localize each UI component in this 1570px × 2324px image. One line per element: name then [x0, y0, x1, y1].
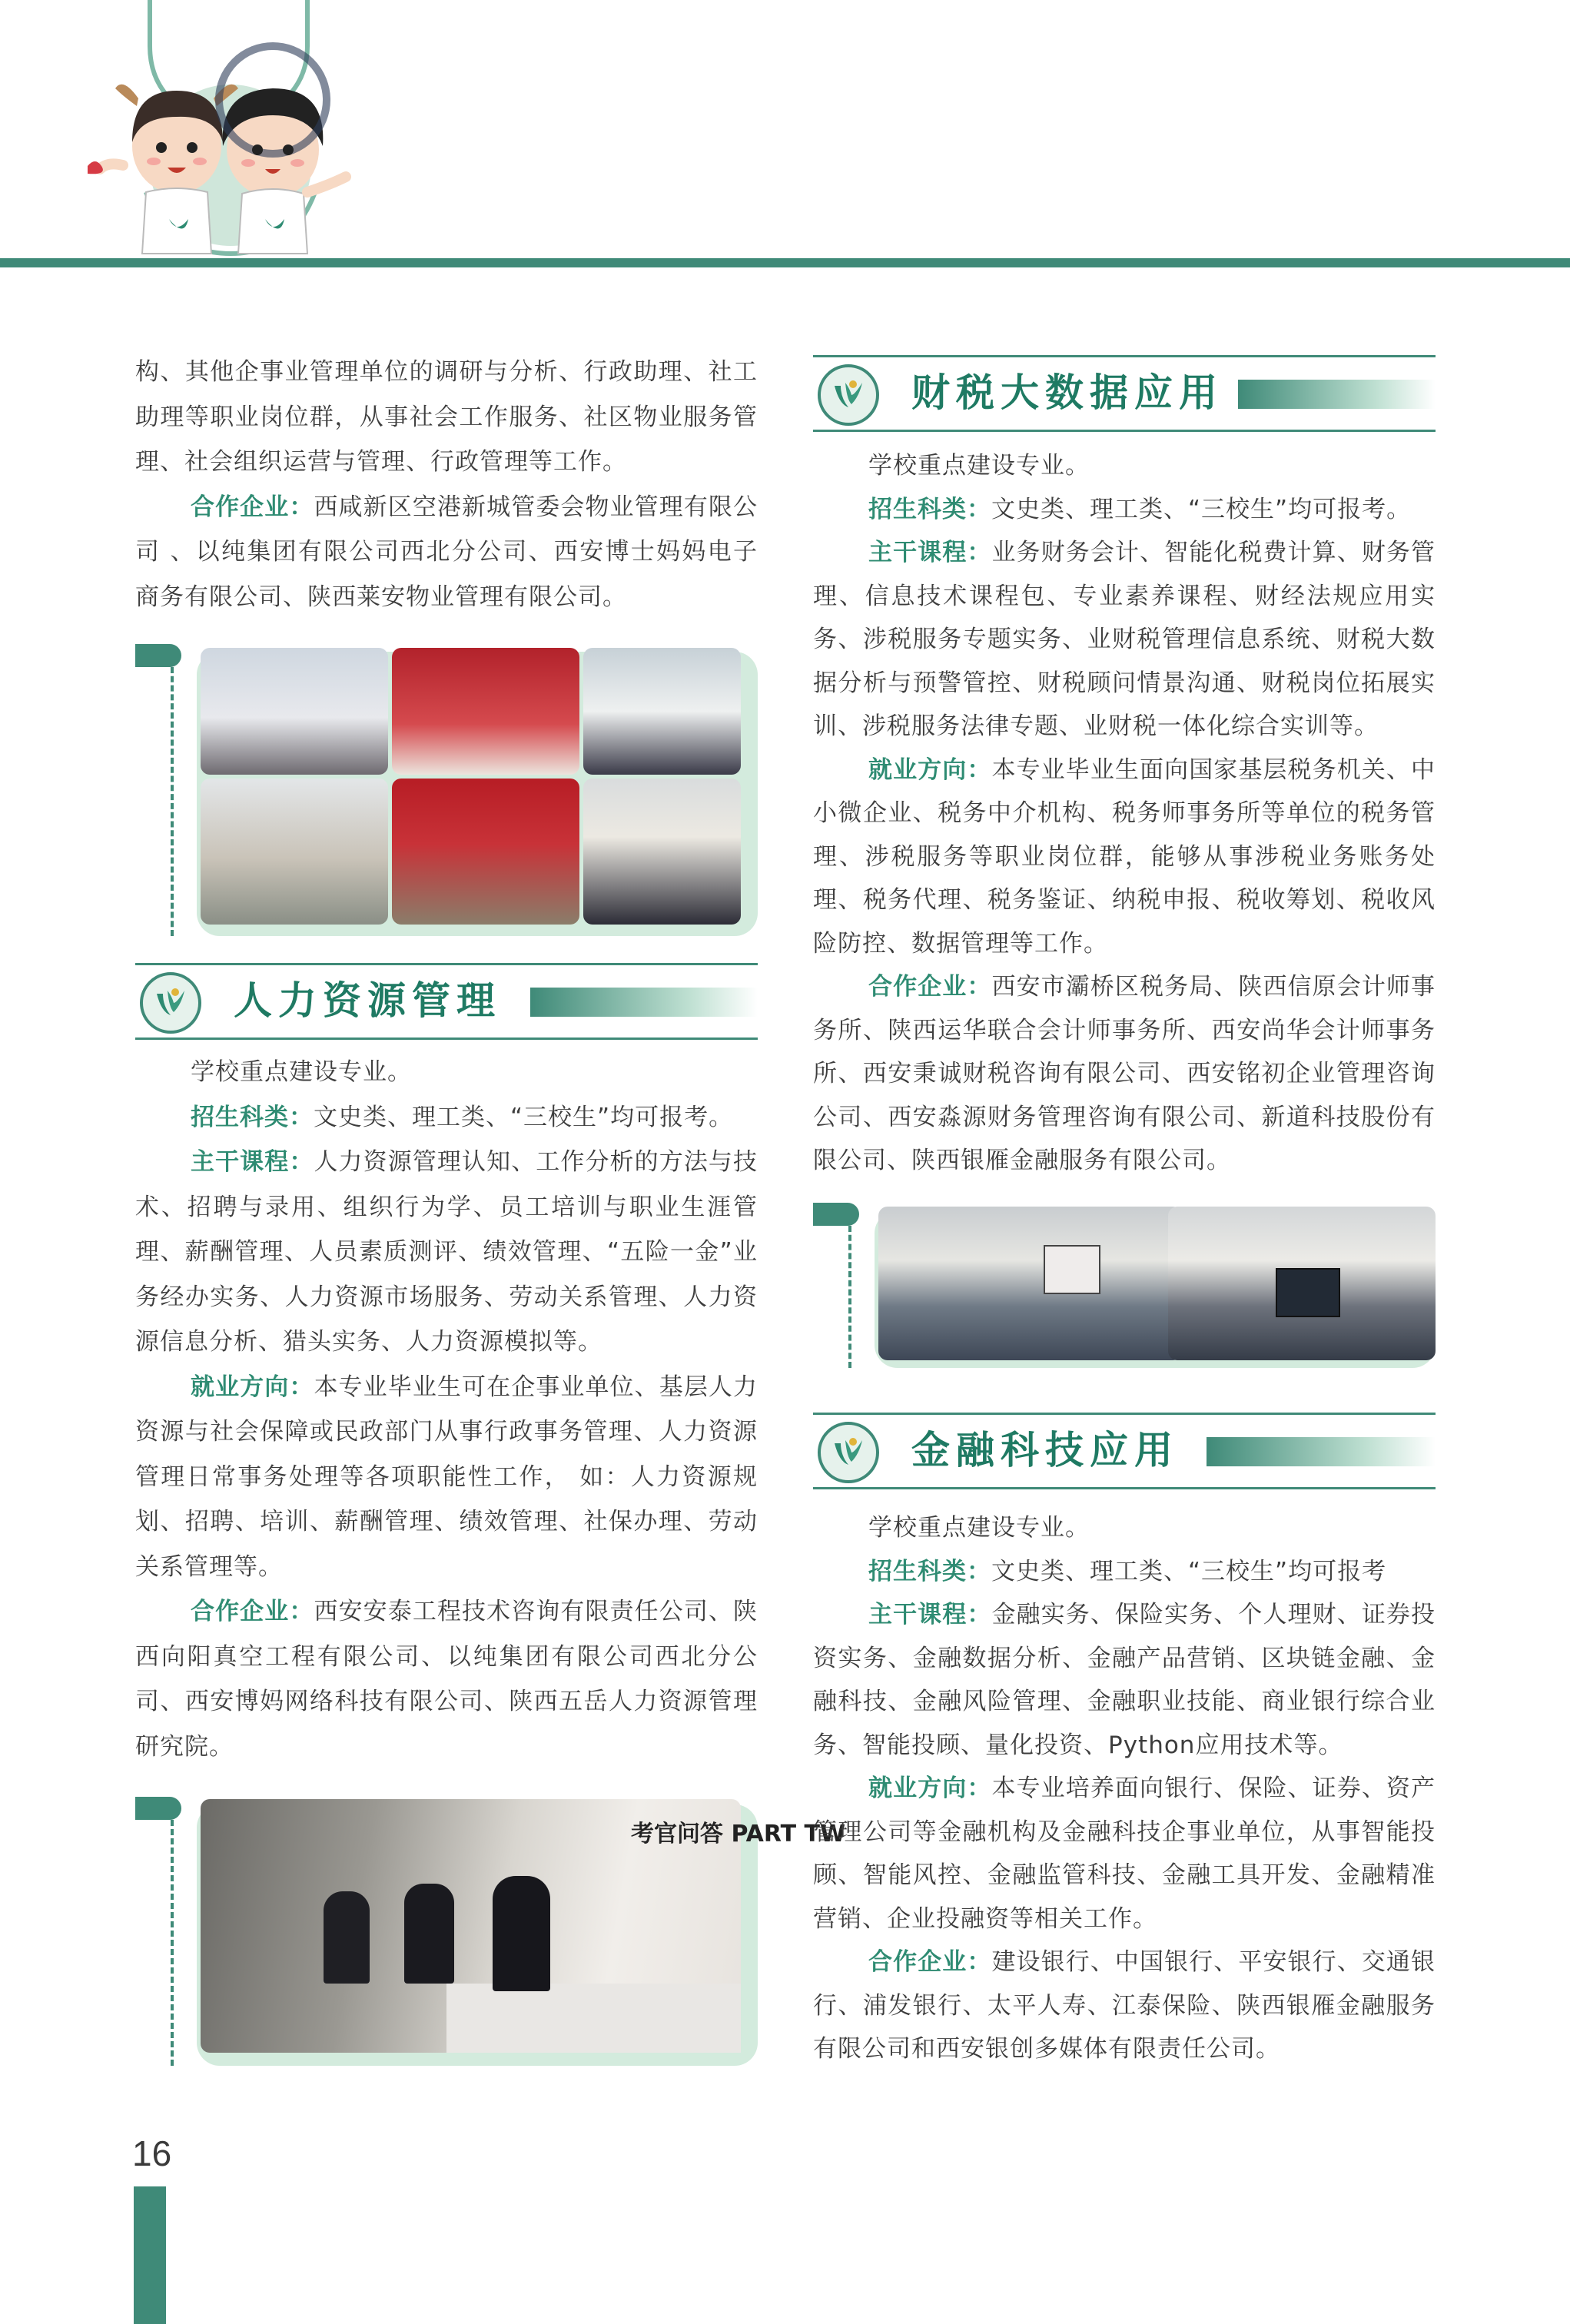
photo-collage-left: [135, 644, 758, 936]
tax-key: 学校重点建设专业。: [868, 452, 1090, 480]
fintech-courses: [813, 1593, 1436, 1767]
career-text: 本专业毕业生面向国家基层税务机关、中小微企业、税务中介机构、税务师事务所等单位的税务管理、涉税服务等职业岗位群，能够从事涉税业务账务处理、税务代理、税务鉴证、纳税申报、税收筹划、税收风险防控、数据管理等工作。: [813, 755, 1436, 958]
partners-text: 西安安泰工程技术咨询有限责任公司、陕西向阳真空工程有限公司、以纯集团有限公司西北分公司、西安博妈网络科技有限公司、陕西五岳人力资源管理研究院。: [135, 1598, 758, 1761]
tax-partners: [813, 965, 1436, 1183]
mascot-illustration: [77, 0, 377, 261]
photo-signing-ceremony: [392, 779, 579, 925]
school-logo-icon: [140, 972, 201, 1034]
photo-computer-lab-2: [1168, 1207, 1436, 1360]
hr-key: 学校重点建设专业。: [191, 1058, 412, 1086]
enroll-text: 文史类、理工类、“三校生”均可报考。: [991, 495, 1412, 523]
partners-text: 西咸新区空港新城管委会物业管理有限公司 、以纯集团有限公司西北分公司、西安博士妈妈电子商务有限公司、陕西莱安物业管理有限公司。: [135, 493, 758, 611]
tax-courses: [813, 531, 1436, 749]
hr-career: [135, 1365, 758, 1590]
career-text: 本专业培养面向银行、保险、证券、资产管理公司等金融机构及金融科技企事业单位，从事智能投顾、智能风控、金融监管科技、金融工具开发、金融精准营销、企业投融资等相关工作。: [813, 1775, 1436, 1933]
partners-text: 西安市灞桥区税务局、陕西信原会计师事务所、陕西运华联合会计师事务所、西安尚华会计师事务所、西安秉诚财税咨询有限公司、西安铭初企业管理咨询公司、西安淼源财务管理咨询有限公司、新道科技股份有限公司、陕西银雁金融服务有限公司。: [813, 973, 1436, 1174]
enroll-label: 招生科类：: [868, 1557, 991, 1585]
partners-text: 建设银行、中国银行、平安银行、交通银行、浦发银行、太平人寿、江泰保险、陕西银雁金融服务有限公司和西安银创多媒体有限责任公司。: [813, 1948, 1436, 2063]
photo-signing-banner: [392, 648, 579, 775]
section-title: 财税大数据应用: [911, 370, 1223, 415]
hr-partners: [135, 1589, 758, 1769]
fintech-content: [813, 1506, 1436, 2071]
enroll-label: 招生科类：: [868, 495, 991, 523]
section-title: 人力资源管理: [234, 978, 501, 1023]
hr-courses: [135, 1140, 758, 1365]
page-number-bar: [134, 2186, 166, 2324]
fintech-key: 学校重点建设专业。: [868, 1514, 1090, 1542]
partners-label: 合作企业：: [868, 973, 992, 1001]
header-rule: [0, 258, 1570, 267]
photo-block-tax: [813, 1203, 1436, 1368]
page-number: 16: [132, 2133, 172, 2173]
courses-text: 人力资源管理认知、工作分析的方法与技术、招聘与录用、组织行为学、员工培训与职业生涯管理、薪酬管理、人员素质测评、绩效管理、“五险一金”业务经办实务、人力资源市场服务、劳动关系管理、人力资源信息分析、猎头实务、人力资源模拟等。: [135, 1148, 758, 1356]
section-header-tax: [813, 355, 1436, 432]
enroll-text: 文史类、理工类、“三校生”均可报考。: [314, 1103, 734, 1131]
hr-content: [135, 1050, 758, 1769]
tax-enroll: [813, 488, 1436, 532]
photo-conference-room: [201, 779, 388, 925]
section-title: 金融科技应用: [911, 1428, 1179, 1472]
courses-text: 金融实务、保险实务、个人理财、证券投资实务、金融数据分析、金融产品营销、区块链金融、金融科技、金融风险管理、金融职业技能、商业银行综合业务、智能投顾、量化投资、Python应用技术等。: [813, 1601, 1436, 1759]
section-header-fintech: [813, 1413, 1436, 1489]
courses-label: 主干课程：: [868, 539, 992, 566]
career-label: 就业方向：: [868, 1775, 992, 1802]
fintech-career: [813, 1767, 1436, 1941]
enroll-label: 招生科类：: [191, 1103, 314, 1131]
hr-enroll: [135, 1095, 758, 1140]
intro-text: 构、其他企事业管理单位的调研与分析、行政助理、社工助理等职业岗位群，从事社会工作服务、社区物业服务管理、社会组织运营与管理、行政管理等工作。: [135, 358, 758, 476]
school-logo-icon: [818, 364, 879, 426]
career-label: 就业方向：: [191, 1373, 314, 1401]
photo-interview-practice: [201, 1799, 846, 2053]
left-intro: [135, 350, 758, 619]
tax-content: [813, 444, 1436, 1183]
courses-label: 主干课程：: [191, 1148, 314, 1176]
tax-career: [813, 749, 1436, 966]
career-text: 本专业毕业生可在企事业单位、基层人力资源与社会保障或民政部门从事行政事务管理、人力资源管理日常事务处理等各项职能性工作， 如：人力资源规划、招聘、培训、薪酬管理、绩效管理、社保办理、劳动关系管理等。: [135, 1373, 758, 1581]
enroll-text: 文史类、理工类、“三校生”均可报考: [991, 1557, 1387, 1585]
school-logo-icon: [818, 1422, 879, 1483]
partners-label: 合作企业：: [191, 493, 314, 521]
photo-computer-lab-1: [878, 1207, 1182, 1360]
section-header-hr: [135, 963, 758, 1040]
photo-banner-text: 考官问答 PART TW: [631, 1821, 846, 1848]
partners-label: 合作企业：: [868, 1948, 992, 1976]
courses-label: 主干课程：: [868, 1601, 992, 1628]
courses-text: 业务财务会计、智能化税费计算、财务管理、信息技术课程包、专业素养课程、财经法规应用实务、涉税服务专题实务、业财税管理信息系统、财税大数据分析与预警管控、财税顾问情景沟通、财税岗位拓展实训、涉税服务法律专题、业财税一体化综合实训等。: [813, 539, 1436, 740]
photo-block-hr: [135, 1797, 846, 2066]
fintech-partners: [813, 1941, 1436, 2071]
partners-label: 合作企业：: [191, 1598, 314, 1625]
fintech-enroll: [813, 1550, 1436, 1594]
photo-meeting-group: [201, 648, 388, 775]
photo-group-standing: [583, 648, 741, 775]
career-label: 就业方向：: [868, 755, 992, 784]
photo-group-certificates: [583, 779, 741, 925]
intro-partners: [135, 485, 758, 620]
